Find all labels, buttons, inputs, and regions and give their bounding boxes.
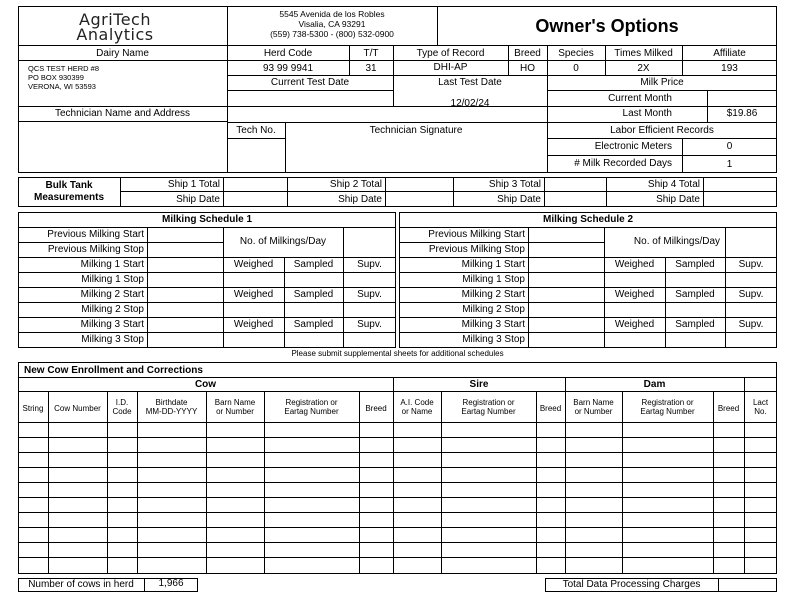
s1-row-6: Milking 2 Stop (81, 304, 144, 315)
address-line-2: Visalia, CA 93291 (298, 19, 366, 29)
s1-row-4: Milking 1 Stop (81, 274, 144, 285)
cows-in-herd-label: Number of cows in herd (28, 579, 134, 590)
record-type-value: DHI-AP (433, 62, 468, 73)
col-sire-reg-2: Eartag Number (461, 407, 516, 416)
col-dam-breed: Breed (717, 404, 740, 413)
rule (18, 452, 777, 453)
divider (359, 391, 360, 574)
divider (718, 578, 719, 592)
col-string: String (22, 404, 44, 413)
s2-supv-3: Supv. (738, 319, 764, 330)
ship-4-total-label: Ship 4 Total (647, 179, 700, 190)
divider (544, 177, 545, 207)
s2-row-8: Milking 3 Stop (462, 334, 525, 345)
supplemental-note: Please submit supplemental sheets for additional schedules (291, 349, 504, 358)
tt-value: 31 (365, 63, 377, 74)
schedule-1-title: Milking Schedule 1 (161, 214, 253, 225)
last-test-date-label: Last Test Date (438, 77, 502, 88)
bulk-tank-label-2: Measurements (33, 192, 105, 203)
rule (399, 257, 777, 258)
divider (385, 177, 386, 207)
col-cow-number: Cow Number (54, 404, 101, 413)
col-dam-barn-1: Barn Name (573, 398, 614, 407)
s2-no-milkings-label: No. of Milkings/Day (633, 236, 721, 247)
last-month-value: $19.86 (726, 108, 758, 119)
col-sire-reg-1: Registration or (462, 398, 515, 407)
last-month-label: Last Month (622, 108, 672, 119)
rule (18, 227, 396, 228)
col-dam-reg-2: Eartag Number (640, 407, 695, 416)
logo-line-2: Analytics (76, 25, 154, 44)
col-id-code-1: I.D. (115, 398, 129, 407)
rule (18, 317, 396, 318)
divider (536, 391, 537, 574)
rule (399, 332, 777, 333)
logo-line-1: AgriTech (79, 10, 151, 29)
sire-group-label: Sire (469, 379, 489, 390)
rule (547, 90, 777, 91)
rule (18, 542, 777, 543)
s1-sampled-3: Sampled (293, 319, 334, 330)
col-birth-2: MM-DD-YYYY (145, 407, 198, 416)
s1-weighed-3: Weighed (233, 319, 274, 330)
s1-no-milkings-label: No. of Milkings/Day (239, 236, 327, 247)
rule (18, 497, 777, 498)
col-lact-2: No. (754, 407, 767, 416)
col-barn-1: Barn Name (214, 398, 256, 407)
divider (264, 391, 265, 574)
species-value: 0 (573, 63, 579, 74)
rule (18, 377, 777, 378)
dairy-line-2: PO BOX 930399 (28, 73, 84, 82)
s2-row-6: Milking 2 Stop (462, 304, 525, 315)
divider (343, 227, 344, 257)
s2-weighed-1: Weighed (614, 259, 655, 270)
s1-row-5: Milking 2 Start (80, 289, 144, 300)
s1-sampled-1: Sampled (293, 259, 334, 270)
ship-1-date-label: Ship Date (176, 194, 220, 205)
tech-no-label: Tech No. (236, 125, 276, 136)
rule (547, 138, 777, 139)
divider (48, 391, 49, 574)
s2-supv-2: Supv. (738, 289, 764, 300)
divider (703, 177, 704, 207)
s1-supv-2: Supv. (357, 289, 382, 300)
col-dam-reg-1: Registration or (641, 398, 694, 407)
cows-in-herd-value: 1,966 (158, 578, 184, 589)
rule (18, 527, 777, 528)
ship-4-date-label: Ship Date (656, 194, 700, 205)
col-birth-1: Birthdate (155, 398, 188, 407)
dam-group-label: Dam (643, 379, 666, 390)
s2-row-3: Milking 1 Start (461, 259, 525, 270)
address-line-3: (559) 738-5300 - (800) 532-0900 (270, 29, 394, 39)
rule (399, 272, 777, 273)
rule (18, 332, 396, 333)
times-milked-value: 2X (637, 63, 650, 74)
ship-2-date-label: Ship Date (338, 194, 382, 205)
divider (107, 391, 108, 574)
s2-weighed-2: Weighed (614, 289, 655, 300)
milk-recorded-days-label: # Milk Recorded Days (574, 158, 672, 169)
milk-recorded-days-value: 1 (726, 159, 733, 170)
record-type-label: Type of Record (416, 48, 485, 59)
divider (528, 227, 529, 348)
rule (18, 60, 777, 61)
s1-row-8: Milking 3 Stop (81, 334, 144, 345)
schedule-2-title: Milking Schedule 2 (542, 214, 634, 225)
dairy-line-1: QCS TEST HERD #8 (28, 64, 99, 73)
s2-sampled-3: Sampled (675, 319, 715, 330)
rule (18, 467, 777, 468)
rule (18, 512, 777, 513)
species-label: Species (558, 48, 594, 59)
rule (18, 287, 396, 288)
divider (137, 391, 138, 574)
s2-supv-1: Supv. (738, 259, 764, 270)
rule (18, 242, 223, 243)
s1-weighed-1: Weighed (233, 259, 274, 270)
rule (120, 191, 777, 192)
col-barn-2: or Number (216, 407, 254, 416)
rule (18, 302, 396, 303)
divider (147, 227, 148, 348)
divider (713, 391, 714, 574)
s2-sampled-1: Sampled (675, 259, 715, 270)
address-line-1: 5545 Avenida de los Robles (279, 9, 385, 19)
col-ai-2: or Name (401, 407, 433, 416)
affiliate-label: Affiliate (713, 48, 746, 59)
col-lact-1: Lact (752, 398, 769, 407)
cow-group-label: Cow (194, 379, 217, 390)
rule (399, 302, 777, 303)
rule (399, 227, 777, 228)
herd-code-value: 93 99 9941 (262, 63, 314, 74)
rule (227, 122, 777, 123)
rule (18, 257, 396, 258)
col-id-code-2: Code (112, 407, 132, 416)
s1-row-7: Milking 3 Start (80, 319, 144, 330)
enrollment-title: New Cow Enrollment and Corrections (24, 365, 203, 376)
s1-supv-3: Supv. (357, 319, 382, 330)
s1-row-3: Milking 1 Start (80, 259, 144, 270)
current-test-date-label: Current Test Date (270, 77, 350, 88)
rule (18, 557, 777, 558)
current-month-label: Current Month (608, 93, 672, 104)
dairy-line-3: VERONA, WI 53593 (28, 82, 96, 91)
last-test-date-value: 12/02/24 (450, 98, 490, 109)
col-breed: Breed (365, 404, 387, 413)
electronic-meters-value: 0 (726, 141, 733, 152)
s2-sampled-2: Sampled (675, 289, 715, 300)
s2-row-2: Previous Milking Stop (428, 244, 525, 255)
divider (441, 391, 442, 574)
s2-weighed-3: Weighed (614, 319, 655, 330)
breed-label: Breed (514, 48, 541, 59)
milk-price-label: Milk Price (640, 77, 684, 88)
rule (18, 391, 777, 392)
rule (18, 121, 227, 122)
divider (206, 391, 207, 574)
page-title: Owner's Options (535, 16, 679, 36)
rule (227, 90, 393, 91)
bulk-tank-label-1: Bulk Tank (45, 180, 93, 191)
rule (227, 75, 777, 76)
dairy-name-label: Dairy Name (96, 48, 149, 59)
divider (223, 177, 224, 207)
ship-3-total-label: Ship 3 Total (488, 179, 541, 190)
col-reg-1: Registration or (285, 398, 338, 407)
ship-2-total-label: Ship 2 Total (329, 179, 382, 190)
rule (399, 287, 777, 288)
technician-signature-label: Technician Signature (369, 125, 463, 136)
s1-sampled-2: Sampled (293, 289, 334, 300)
breed-value: HO (520, 63, 535, 74)
herd-code-label: Herd Code (263, 48, 313, 59)
rule (18, 422, 777, 423)
s2-row-1: Previous Milking Start (428, 229, 525, 240)
col-sire-breed: Breed (539, 404, 562, 413)
divider (622, 391, 623, 574)
s1-row-1: Previous Milking Start (47, 229, 144, 240)
s1-row-2: Previous Milking Stop (47, 244, 144, 255)
rule (227, 138, 285, 139)
s1-supv-1: Supv. (357, 259, 382, 270)
rule (18, 437, 777, 438)
rule (399, 242, 604, 243)
col-reg-2: Eartag Number (284, 407, 339, 416)
charges-label: Total Data Processing Charges (562, 579, 701, 590)
col-ai-1: A.I. Code (400, 398, 434, 407)
ship-3-date-label: Ship Date (497, 194, 541, 205)
electronic-meters-label: Electronic Meters (594, 141, 672, 152)
s2-row-7: Milking 3 Start (461, 319, 525, 330)
rule (18, 272, 396, 273)
company-logo (60, 12, 170, 42)
rule (18, 482, 777, 483)
ship-1-total-label: Ship 1 Total (167, 179, 220, 190)
times-milked-label: Times Milked (614, 48, 673, 59)
col-dam-barn-2: or Number (574, 407, 613, 416)
rule (399, 317, 777, 318)
labor-efficient-label: Labor Efficient Records (610, 125, 714, 136)
rule (547, 155, 777, 156)
technician-label: Technician Name and Address (54, 108, 191, 119)
affiliate-value: 193 (721, 63, 738, 74)
s1-weighed-2: Weighed (233, 289, 274, 300)
s2-row-5: Milking 2 Start (461, 289, 525, 300)
tt-label: T/T (363, 48, 379, 59)
s2-row-4: Milking 1 Stop (462, 274, 525, 285)
